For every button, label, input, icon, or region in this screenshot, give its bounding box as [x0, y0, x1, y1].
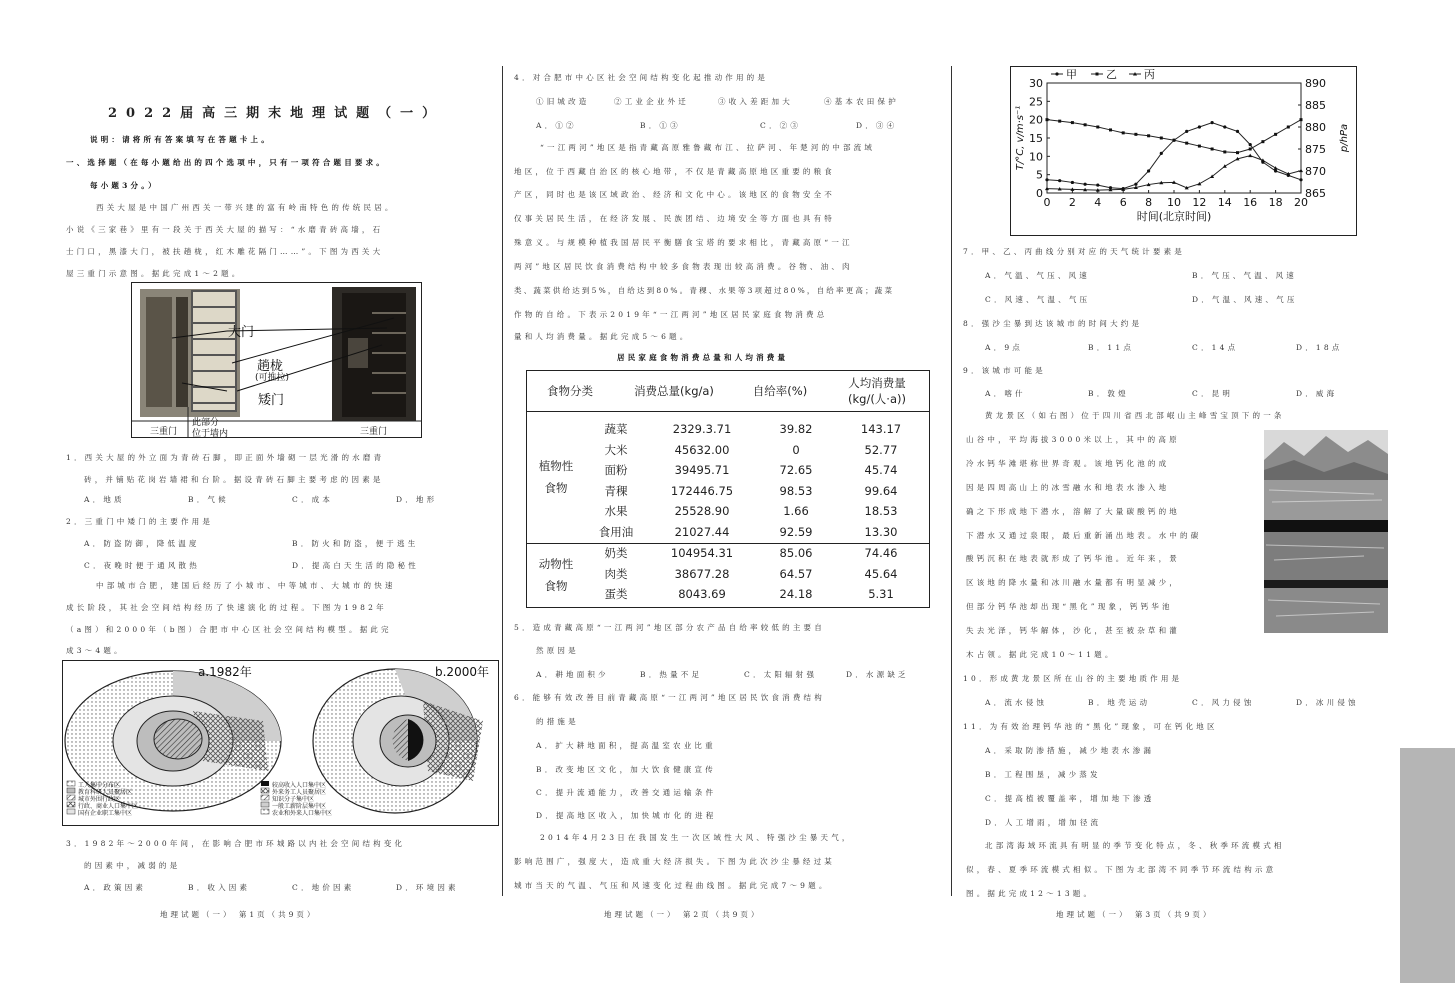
data-point-1 [1236, 130, 1239, 133]
plant-cell: 45632.00 [674, 442, 730, 457]
legend-a-1: 工人集中分布区 [78, 782, 121, 789]
q8-option-a[interactable]: A．9点 [985, 343, 1023, 352]
q8-option-b[interactable]: B．11点 [1088, 343, 1135, 352]
caption-mid-1: 此部分 [192, 418, 220, 428]
series-line-1 [1047, 123, 1301, 189]
legend-b-1: 较高收入人口集中区 [272, 782, 327, 789]
legend-a-4: 行政、商业人口集中区 [78, 803, 139, 810]
group-plant-label [527, 411, 585, 543]
question-3-cont: 的因素中，减弱的是 [84, 861, 181, 870]
question-4: 4．对合肥市中心区社会空间结构变化起推动作用的是 [514, 73, 769, 82]
q9-option-d[interactable]: D．威海 [1296, 389, 1338, 398]
question-1-cont: 砖，并铺贴花岗岩墙裙和台阶。据设青砖石脚主要考虑的因素是 [84, 475, 384, 484]
passage-line: 量和人均消费量。据此完成5～6题。 [514, 332, 691, 341]
plant-cell: 21027.44 [674, 524, 730, 539]
exam-title: 2022届高三期末地理试题（一） [108, 106, 445, 121]
passage-line: 城市当天的气温、气压和风速变化过程曲线图。据此完成7～9题。 [514, 881, 830, 890]
y-left-tick-label: 0 [1036, 187, 1043, 200]
label-tanglong: 趟栊 [257, 359, 284, 374]
animal-cell: 奶类 [604, 546, 628, 561]
q2-option-c[interactable]: C．夜晚时便于通风散热 [84, 561, 200, 570]
passage-line: 但部分钙华池却出现“黑化”现象，钙钙华池 [966, 602, 1173, 611]
data-point-1 [1058, 179, 1061, 182]
y-right-axis-label: p/hPa [1339, 123, 1350, 153]
q9-option-a[interactable]: A．喀什 [985, 389, 1026, 398]
passage-line: 作物的自给。下表示2019年“一江两河”地区居民家庭食物消费总 [514, 310, 828, 319]
plant-cell: 143.17 [860, 422, 902, 437]
y-right-tick-label: 880 [1305, 121, 1326, 134]
section-heading-cont: 每小题3分。） [90, 181, 159, 190]
data-point-2 [1249, 148, 1252, 151]
x-tick-label: 2 [1068, 196, 1076, 209]
q11-option-b[interactable]: B．工程围垦，减少蒸发 [985, 770, 1101, 779]
plant-cell: 18.53 [864, 504, 898, 519]
question-10: 10．形成黄龙景区所在山谷的主要地质作用是 [963, 674, 1183, 683]
q5-option-a[interactable]: A．耕地面积少 [536, 670, 609, 679]
data-point-2 [1300, 118, 1303, 121]
q8-option-d[interactable]: D．18点 [1296, 343, 1343, 352]
q3-option-a[interactable]: A．政策因素 [84, 883, 147, 892]
plant-cell: 13.30 [864, 524, 898, 539]
y-left-tick-label: 15 [1029, 132, 1043, 145]
plant-cell: 45.74 [864, 463, 898, 478]
data-point-2 [1173, 139, 1176, 142]
legend-marker [1096, 73, 1099, 76]
animal-cell: 64.57 [779, 566, 813, 581]
data-point-2 [1147, 134, 1150, 137]
passage-line: 确之下形成地下潜水，溶解了大量碳酸钙的地 [966, 507, 1180, 516]
data-point-2 [1211, 148, 1214, 151]
q10-option-c[interactable]: C．风力侵蚀 [1192, 698, 1255, 707]
q4-option-c[interactable]: C．②③ [760, 121, 802, 130]
q8-option-c[interactable]: C．14点 [1192, 343, 1239, 352]
q5-option-b[interactable]: B．热量不足 [640, 670, 703, 679]
passage-line: 山谷中，平均海拔3000米以上，其中的高原 [966, 435, 1180, 444]
plant-cell: 1.66 [783, 504, 809, 519]
animal-cell: 肉类 [604, 566, 628, 581]
passage-line: “一江两河”地区是指青藏高原雅鲁藏布江、拉萨河、年楚河的中部流域 [540, 143, 876, 152]
data-point-2 [1134, 133, 1137, 136]
q6-option-d[interactable]: D．提高地区收入，加快城市化的进程 [536, 811, 717, 820]
q1-option-a[interactable]: A．地质 [84, 495, 125, 504]
instructions-note: 说明：请将所有答案填写在答题卡上。 [90, 135, 272, 144]
data-point-1 [1160, 152, 1163, 155]
passage-line: 影响范围广，强度大，造成重大经济损失。下图为此次沙尘暴经过某 [514, 857, 835, 866]
passage-line: （a图）和2000年（b图）合肥市中心区社会空间结构模型。据此完 [66, 625, 392, 634]
animal-cell: 8043.69 [678, 587, 726, 602]
data-point-2 [1058, 120, 1061, 123]
door-photo-figure [131, 282, 422, 438]
passage-line: 成长阶段，其社会空间结构经历了快速演化的过程。下图为1982年 [66, 603, 387, 612]
data-point-1 [1071, 181, 1074, 184]
legend-label: 甲 [1066, 68, 1077, 81]
data-point-1 [1185, 130, 1188, 133]
th-percapita-1: 人均消费量 [848, 376, 906, 390]
data-point-1 [1045, 178, 1048, 181]
y-left-tick-label: 30 [1029, 77, 1043, 90]
question-5: 5．造成青藏高原“一江两河”地区部分农产品自给率较低的主要自 [514, 623, 825, 632]
question-1: 1．西关大屋的外立面为青砖石脚，即正面外墙砌一层光滑的水磨青 [66, 453, 385, 462]
y-left-tick-label: 10 [1029, 150, 1043, 164]
data-point-1 [1249, 143, 1252, 146]
plant-cell: 172446.75 [670, 483, 734, 498]
x-axis-label: 时间(北京时间) [1136, 210, 1212, 223]
q10-option-d[interactable]: D．冰川侵蚀 [1296, 698, 1359, 707]
group-plant-1: 植物性 [538, 459, 574, 473]
x-tick-label: 0 [1043, 196, 1051, 209]
x-tick-label: 6 [1119, 196, 1127, 209]
data-point-2 [1071, 121, 1074, 124]
legend-b-5: 农业和外来人口集中区 [272, 810, 333, 817]
q6-option-b[interactable]: B．改变地区文化，加大饮食健康宣传 [536, 765, 716, 774]
q2-option-d[interactable]: D．提高白天生活的隐秘性 [292, 561, 419, 570]
question-11: 11．为有效治理钙华池的“黑化”现象，可在钙化地区 [963, 722, 1218, 731]
q11-option-d[interactable]: D．人工增雨，增加径流 [985, 818, 1102, 827]
x-tick-label: 20 [1294, 196, 1308, 209]
plant-cell: 青稞 [604, 483, 628, 498]
data-point-3 [1248, 154, 1252, 158]
x-tick-label: 4 [1094, 196, 1102, 209]
x-tick-label: 16 [1243, 196, 1258, 209]
data-point-2 [1198, 145, 1201, 148]
q2-option-a[interactable]: A．防盗防御，降低温度 [84, 539, 200, 548]
q1-option-b[interactable]: B．气候 [188, 495, 229, 504]
data-point-1 [1211, 121, 1214, 124]
y-right-tick-label: 875 [1305, 143, 1326, 156]
data-point-1 [1147, 169, 1150, 172]
legend-label: 乙 [1106, 68, 1117, 81]
passage-line: 小说《三家巷》里有一段关于西关大屋的描写：“水磨青砖高墙，石 [66, 225, 384, 234]
x-tick-label: 12 [1192, 196, 1207, 209]
passage-line: 似，春、夏季环流模式相似。下图为北部湾不同季节环流结构示意 [966, 865, 1277, 874]
group-plant-2: 食物 [544, 481, 568, 495]
q7-option-a[interactable]: A．气温、气压、风速 [985, 271, 1090, 280]
q4-option-d[interactable]: D．③④ [856, 121, 898, 130]
column-divider-left [502, 66, 503, 896]
table-row [585, 419, 929, 440]
plot-area [1047, 83, 1301, 193]
question-5-cont: 然原因是 [536, 646, 579, 655]
y-left-tick-label: 25 [1029, 95, 1043, 109]
passage-line: 两河”地区居民饮食消费结构中较多食物表现出较高消费。谷物、油、肉 [514, 262, 853, 271]
plant-cell: 0 [792, 442, 800, 457]
q5-option-c[interactable]: C．太阳辐射强 [744, 670, 818, 679]
data-point-2 [1261, 140, 1264, 143]
x-tick-label: 8 [1145, 196, 1153, 209]
legend-a-2: 教育科研人员聚居区 [78, 789, 133, 796]
q4-item-2: ②工业企业外迁 [614, 97, 689, 106]
label-aimen: 矮门 [258, 393, 285, 408]
food-consumption-table [526, 370, 930, 608]
passage-line: 木占领。据此完成10～11题。 [966, 650, 1116, 659]
weather-chart [1011, 67, 1356, 235]
data-point-2 [1109, 128, 1112, 131]
data-point-2 [1185, 142, 1188, 145]
passage-line: 因是四周高山上的冰雪融水和地表水渗入地 [966, 483, 1170, 492]
legend-a-3: 城市外围行政区 [78, 796, 121, 803]
passage-line: 屋三重门示意图。据此完成1～2题。 [66, 269, 243, 278]
animal-cell: 85.06 [779, 546, 813, 561]
weather-chart-frame [1010, 66, 1357, 236]
table-row [585, 584, 929, 605]
label-damen: 大门 [228, 325, 255, 340]
animal-cell: 5.31 [868, 587, 894, 602]
legend-label: 丙 [1144, 68, 1155, 81]
data-point-1 [1223, 125, 1226, 128]
question-8: 8．强沙尘暴到达该城市的时间大约是 [963, 319, 1143, 328]
plant-cell: 39.82 [779, 422, 813, 437]
x-tick-label: 10 [1167, 196, 1181, 209]
q3-option-d[interactable]: D．环境因素 [396, 883, 459, 892]
plant-cell: 39495.71 [674, 463, 730, 478]
q3-option-c[interactable]: C．地价因素 [292, 883, 355, 892]
data-point-1 [1274, 169, 1277, 172]
x-tick-label: 18 [1268, 196, 1283, 209]
animal-cell: 24.18 [779, 587, 813, 602]
plant-cell: 食用油 [598, 524, 634, 539]
th-total: 消费总量(kg/a) [634, 384, 714, 398]
passage-line: 殊意义。与规模种植我国居民平衡膳食宝塔的要求相比，青藏高原“一江 [514, 238, 853, 247]
map-a-title: a.1982年 [198, 665, 252, 679]
q6-option-c[interactable]: C．提升流通能力，改善交通运输条件 [536, 788, 717, 797]
animal-cell: 38677.28 [674, 566, 730, 581]
page-footer-1: 地理试题（一） 第1页（共9页） [160, 910, 318, 919]
q7-option-d[interactable]: D．气温、风速、气压 [1192, 295, 1298, 304]
legend-b-4: 一般工薪阶层集中区 [272, 803, 327, 810]
y-left-axis-label: T/°C, v/m·s⁻¹ [1015, 105, 1026, 171]
huanglong-photo-illustration [1264, 430, 1388, 633]
table-row [585, 460, 929, 481]
legend-b-2: 外来务工人员聚居区 [272, 789, 327, 796]
q3-option-b[interactable]: B．收入因素 [188, 883, 251, 892]
question-6: 6．能够有效改善目前青藏高原“一江两河”地区居民饮食消费结构 [514, 693, 825, 702]
passage-line: 地区，位于西藏自治区的核心地带，不仅是青藏高原地区重要的粮食 [514, 167, 835, 176]
passage-line: 区该地的降水量和冰川融水量都有明显减少， [966, 578, 1180, 587]
legend-marker [1055, 72, 1058, 75]
q5-option-d[interactable]: D．水源缺乏 [846, 670, 909, 679]
y-right-tick-label: 870 [1305, 165, 1326, 178]
animal-cell: 45.64 [864, 566, 898, 581]
question-6-cont: 的措施是 [536, 717, 579, 726]
y-right-tick-label: 865 [1305, 187, 1326, 200]
plant-cell: 2329.3.71 [672, 422, 732, 437]
legend-b-3: 知识分子集中区 [272, 796, 315, 803]
plant-cell: 92.59 [779, 524, 813, 539]
page-footer-2: 地理试题（一） 第2页（共9页） [604, 910, 762, 919]
table-row [585, 501, 929, 522]
animal-rows [585, 543, 929, 605]
data-point-1 [1134, 183, 1137, 186]
th-percapita [825, 371, 929, 412]
animal-cell: 74.46 [864, 546, 898, 561]
animal-cell: 蛋类 [604, 587, 628, 602]
column-divider-right [951, 66, 952, 896]
table-title: 居民家庭食物消费总量和人均消费量 [617, 353, 789, 362]
x-tick-label: 14 [1217, 196, 1232, 209]
table-row [585, 564, 929, 585]
animal-cell: 104954.31 [670, 546, 734, 561]
th-category: 食物分类 [547, 384, 593, 398]
y-right-tick-label: 890 [1305, 77, 1326, 90]
data-point-1 [1096, 183, 1099, 186]
plant-cell: 98.53 [779, 483, 813, 498]
passage-line: 产区，同时也是该区域政治、经济和文化中心。该地区的食物安全不 [514, 190, 835, 199]
data-point-2 [1287, 126, 1290, 129]
q6-option-a[interactable]: A．扩大耕地面积，提高温室农业比重 [536, 741, 716, 750]
q11-option-c[interactable]: C．提高植被覆盖率，增加地下渗透 [985, 794, 1155, 803]
passage-line: 图。据此完成12～13题。 [966, 889, 1095, 898]
data-point-3 [1274, 166, 1278, 170]
caption-left: 三重门 [150, 427, 178, 437]
table-row [585, 543, 929, 564]
plant-cell: 水果 [604, 504, 628, 519]
plant-cell: 99.64 [864, 483, 898, 498]
question-3: 3．1982年～2000年间，在影响合肥市环城路以内社会空间结构变化 [66, 839, 406, 848]
q10-option-b[interactable]: B．地壳运动 [1088, 698, 1151, 707]
y-left-tick-label: 20 [1029, 113, 1043, 127]
passage-line: 仅事关居民生活，在经济发展、民族团结、边境安全等方面也具有特 [514, 214, 835, 223]
caption-mid-2: 位于墙内 [192, 429, 229, 439]
plant-cell: 52.77 [864, 442, 898, 457]
question-9: 9．该城市可能是 [963, 366, 1046, 375]
th-percapita-2: (kg/(人·a)) [848, 392, 906, 406]
passage-line: 士门口，黑漆大门，被扶趟栊，红木雕花隔门……”。下图为西关大 [66, 247, 384, 256]
data-point-2 [1046, 118, 1049, 121]
question-7: 7．甲、乙、丙曲线分别对应的天气统计要素是 [963, 247, 1185, 256]
table-row [585, 440, 929, 461]
section-heading: 一、选择题（在每小题给出的四个选项中，只有一项符合题目要求。 [66, 158, 387, 167]
plant-cell: 25528.90 [674, 504, 730, 519]
label-tanglong-sub: (可推拉) [255, 373, 290, 383]
q2-option-b[interactable]: B．防火和防盗，便于逃生 [292, 539, 419, 548]
q11-option-a[interactable]: A．采取防渗措施，减少地表水渗漏 [985, 746, 1155, 755]
table-row [585, 481, 929, 502]
passage-line: 酸钙沉积在地表就形成了钙华池。近年来，景 [966, 554, 1180, 563]
table-row [585, 522, 929, 543]
data-point-1 [1299, 178, 1302, 181]
passage-line: 失去光泽，钙华解体，沙化，甚至被杂草和灌 [966, 626, 1180, 635]
group-animal-2: 食物 [544, 579, 568, 593]
q7-option-c[interactable]: C．风速、气温、气压 [985, 295, 1091, 304]
q4-item-1: ①旧城改造 [536, 97, 590, 106]
q4-option-a[interactable]: A．①② [536, 121, 577, 130]
y-right-tick-label: 885 [1305, 99, 1326, 112]
data-point-2 [1223, 150, 1226, 153]
city-structure-figure [62, 660, 499, 826]
passage-line: 西关大屋是中国广州西关一带兴建的富有岭南特色的传统民居。 [96, 203, 396, 212]
q10-option-a[interactable]: A．流水侵蚀 [985, 698, 1048, 707]
group-animal-1: 动物性 [538, 557, 574, 571]
passage-line: 北部湾海域环流具有明显的季节变化特点，冬、秋季环流模式相 [985, 841, 1285, 850]
q9-option-c[interactable]: C．昆明 [1192, 389, 1234, 398]
data-point-3 [1299, 169, 1303, 173]
huanglong-photo [1264, 430, 1388, 633]
plant-cell: 面粉 [604, 463, 628, 478]
data-point-2 [1084, 123, 1087, 126]
passage-line: 黄龙景区（如右图）位于四川省西北部岷山主峰雪宝顶下的一条 [985, 411, 1285, 420]
passage-line: 中部城市合肥，建国后经历了小城市、中等城市、大城市的快速 [96, 581, 396, 590]
q4-option-b[interactable]: B．①③ [640, 121, 681, 130]
passage-line: 冷水钙华滩堪称世界奇观。该地钙化池的成 [966, 459, 1170, 468]
plant-cell: 72.65 [779, 463, 813, 478]
data-point-2 [1236, 151, 1239, 154]
q1-option-c[interactable]: C．成本 [292, 495, 334, 504]
passage-line: 下潜水又通过泉眼，最后重新涌出地表。水中的碳 [966, 531, 1202, 540]
caption-right: 三重门 [360, 427, 388, 437]
passage-line: 类、蔬菜供给达到5%，自给达到80%。青稞、水果等3项超过80%，自给率更高；蔬菜 [514, 286, 895, 295]
map-b-title: b.2000年 [435, 665, 489, 679]
page-footer-3: 地理试题（一） 第3页（共9页） [1056, 910, 1214, 919]
y-left-tick-label: 5 [1036, 168, 1043, 182]
data-point-1 [1198, 125, 1201, 128]
plant-cell: 大米 [604, 442, 628, 457]
plant-cell: 蔬菜 [604, 422, 628, 437]
plant-rows [585, 419, 929, 542]
passage-line: 成3～4题。 [66, 646, 125, 655]
q4-item-3: ③收入差距加大 [718, 97, 793, 106]
binding-margin-band [1400, 748, 1455, 983]
passage-line: 2014年4月23日在我国发生一次区域性大风、特强沙尘暴天气， [540, 833, 853, 842]
legend-a-5: 国有企业职工集中区 [78, 810, 133, 817]
q9-option-b[interactable]: B．敦煌 [1088, 389, 1129, 398]
data-point-2 [1096, 126, 1099, 129]
data-point-1 [1084, 183, 1087, 186]
group-animal-label [527, 543, 585, 607]
q4-item-4: ④基本农田保护 [824, 97, 899, 106]
data-point-2 [1122, 131, 1125, 134]
data-point-2 [1274, 133, 1277, 136]
data-point-2 [1160, 137, 1163, 140]
question-2: 2．三重门中矮门的主要作用是 [66, 517, 214, 526]
th-selfsufficiency: 自给率(%) [752, 384, 808, 398]
q7-option-b[interactable]: B．气压、气温、风速 [1192, 271, 1298, 280]
q1-option-d[interactable]: D．地形 [396, 495, 438, 504]
